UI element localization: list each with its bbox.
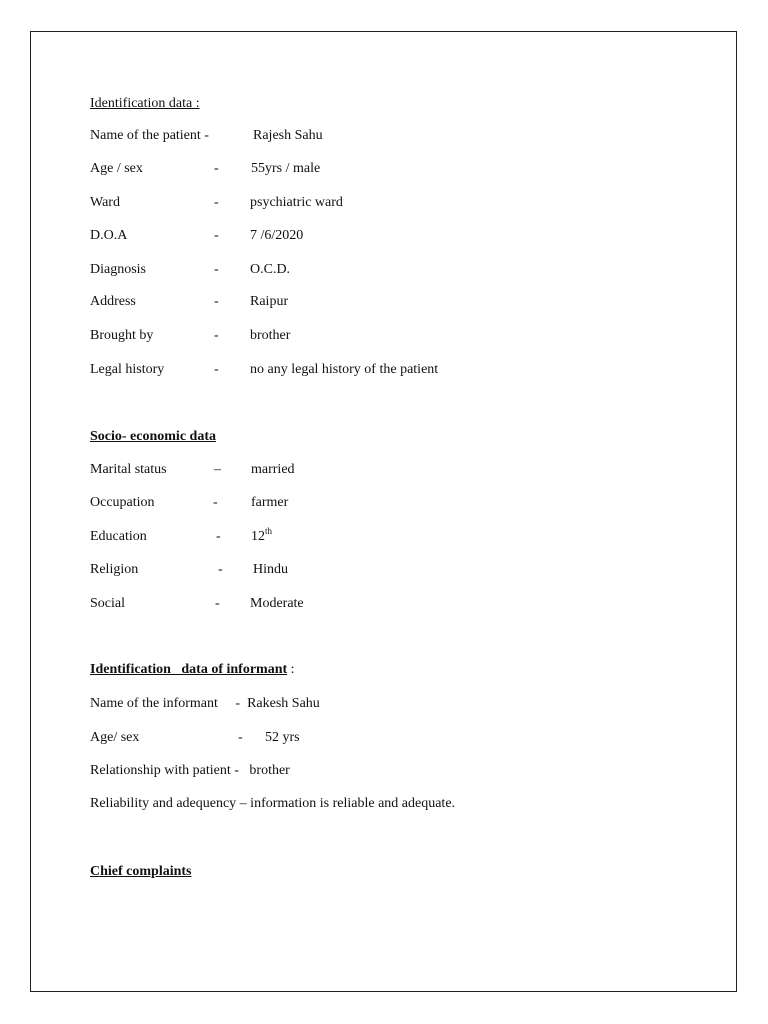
patient-name-label: Name of the patient - bbox=[90, 128, 209, 143]
religion-sep: - bbox=[218, 562, 223, 577]
brought-by-sep: - bbox=[214, 328, 219, 343]
social-sep: - bbox=[215, 596, 220, 611]
legal-history-sep: - bbox=[214, 362, 219, 377]
age-sex-sep: - bbox=[214, 161, 219, 176]
brought-by-value: brother bbox=[250, 328, 291, 343]
socio-heading: Socio- economic data bbox=[90, 429, 216, 444]
ward-sep: - bbox=[214, 195, 219, 210]
legal-history-value: no any legal history of the patient bbox=[250, 362, 439, 377]
occupation-value: farmer bbox=[251, 495, 289, 510]
occupation-sep: - bbox=[213, 495, 218, 510]
address-value: Raipur bbox=[250, 294, 289, 309]
informant-heading-line bbox=[90, 662, 295, 678]
age-sex-value: 55yrs / male bbox=[251, 161, 321, 176]
informant-heading: Identification data of informant bbox=[90, 662, 288, 677]
social-label: Social bbox=[90, 596, 125, 611]
patient-name-value: Rajesh Sahu bbox=[253, 128, 323, 143]
informant-relationship-line: Relationship with patient - brother bbox=[90, 763, 290, 778]
identification-heading: Identification data : bbox=[90, 96, 200, 111]
informant-reliability-line: Reliability and adequency – information is reliable and adequate. bbox=[90, 796, 456, 811]
religion-value: Hindu bbox=[253, 562, 288, 577]
marital-status-sep: – bbox=[214, 462, 221, 477]
chief-complaints-heading: Chief complaints bbox=[90, 864, 192, 879]
informant-age-value: 52 yrs bbox=[265, 730, 300, 745]
religion-label: Religion bbox=[90, 562, 139, 577]
education-value bbox=[251, 526, 273, 545]
occupation-label: Occupation bbox=[90, 495, 155, 510]
doa-value: 7 /6/2020 bbox=[250, 228, 304, 243]
legal-history-label: Legal history bbox=[90, 362, 165, 377]
ward-value: psychiatric ward bbox=[250, 195, 343, 210]
doa-label: D.O.A bbox=[90, 228, 128, 243]
education-label: Education bbox=[90, 529, 147, 544]
informant-age-label: Age/ sex bbox=[90, 730, 140, 745]
age-sex-label: Age / sex bbox=[90, 161, 143, 176]
informant-heading-suffix: : bbox=[287, 662, 295, 677]
informant-name-line: Name of the informant - Rakesh Sahu bbox=[90, 696, 320, 711]
social-value: Moderate bbox=[250, 596, 304, 611]
address-label: Address bbox=[90, 294, 136, 309]
brought-by-label: Brought by bbox=[90, 328, 154, 343]
address-sep: - bbox=[214, 294, 219, 309]
ward-label: Ward bbox=[90, 195, 120, 210]
education-number: 12 bbox=[251, 529, 265, 544]
marital-status-value: married bbox=[251, 462, 295, 477]
education-sep: - bbox=[216, 529, 221, 544]
education-superscript: th bbox=[265, 526, 273, 536]
doa-sep: - bbox=[214, 228, 219, 243]
marital-status-label: Marital status bbox=[90, 462, 167, 477]
informant-age-sep: - bbox=[238, 730, 243, 745]
diagnosis-value: O.C.D. bbox=[250, 262, 291, 277]
diagnosis-label: Diagnosis bbox=[90, 262, 146, 277]
diagnosis-sep: - bbox=[214, 262, 219, 277]
